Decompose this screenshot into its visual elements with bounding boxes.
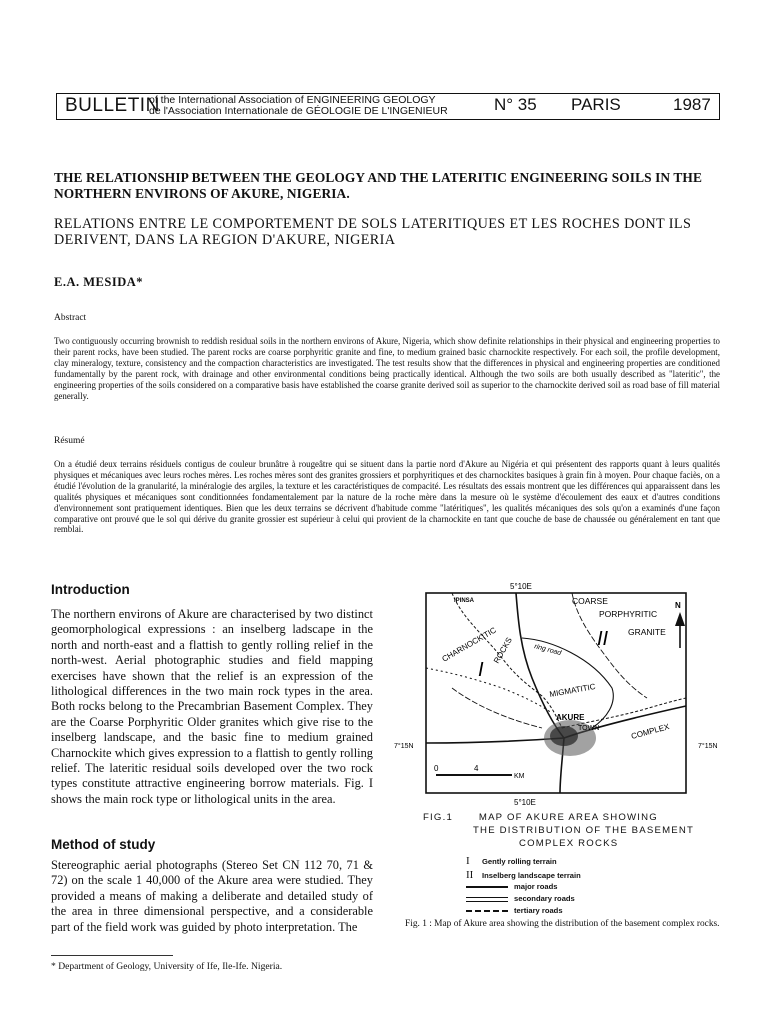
rock-boundary [426,668,552,713]
association-fr: de l'Association Internationale de GÉOLOGIE DE L'INGENIEUR [149,104,448,117]
north-arrow [675,612,685,648]
north-label: N [675,601,681,610]
scale-km: KM [514,773,525,780]
resume-label: Résumé [54,436,85,446]
secondary-road [452,688,542,728]
label-complex: COMPLEX [630,722,671,741]
bulletin-label: BULLETIN [65,95,160,116]
right-coordinate: 7°15N [698,743,718,750]
journal-header [56,93,720,120]
label-migmatitic: MIGMATITIC [548,682,597,699]
bottom-coordinate: 5°10E [514,798,536,807]
title-french: RELATIONS ENTRE LE COMPORTEMENT DE SOLS LATERITIQUES ET LES ROCHES DONT ILS DERIVENT, DANS LA REGION D'AKURE, NIGERIA [54,216,692,248]
legend-symbol: II [466,869,474,881]
figure-number: FIG.1 [423,812,453,823]
label-coarse: COARSE [572,596,608,606]
left-coordinate: 7°15N [394,743,414,750]
scale-four: 4 [474,764,479,773]
secondary-road-swatch [466,897,508,902]
label-granite: GRANITE [628,627,666,637]
label-ring-road: ring road [533,643,562,658]
label-rocks: ROCKS [491,635,514,665]
footnote: * Department of Geology, University of Ife, Ile-Ife. Nigeria. [51,961,283,972]
zone-one-marker: I [478,659,484,681]
label-porphyritic: PORPHYRITIC [599,609,658,619]
legend-item [466,869,581,881]
issue-number: N° 35 [494,95,537,114]
publication-city: PARIS [571,95,621,114]
figure-title [423,811,694,850]
abstract-text: Two contiguously occurring brownish to reddish residual soils in the northern environs of Akure, Nigeria, which show definite relationships in their physical and engineering properties to their parent rocks, have been studied. The parent rocks are coarse porphyritic granite and fine, to medium grained basic charnockite respectively. For each soil, the profile development, clay mineralogy, texture, consistency and the compaction characteristics are investigated. The test results show that the differences in physical and engineering properties are conditioned fundamentally by the parent rock, with drainage and other environmental conditions being practically identical. Although the two soils are both usually described as "lateritic", the engineering properties of the soils considered on a comparative basis have established the coarse granite derived soil as superior to the charnockite derived soil as road base of fill material generally. [54,336,720,401]
abstract-label: Abstract [54,313,87,323]
legend-text: Gently rolling terrain [482,857,557,866]
zone-two-marker: II [597,628,609,650]
label-town: TOWN [578,725,600,732]
intro-heading: Introduction [51,582,130,597]
legend-text: major roads [514,882,558,891]
major-road [426,738,564,743]
method-heading: Method of study [51,837,156,852]
legend-item [466,882,557,891]
association-en: of the International Association of ENGINEERING GEOLOGY [149,94,436,106]
major-road-swatch [466,886,508,888]
legend-item [466,906,563,915]
label-akure: AKURE [556,713,585,722]
legend-text: tertiary roads [514,906,563,915]
resume-text: On a étudié deux terrains résiduels contigus de couleur brunâtre à rougeâtre qui se situent dans la partie nord d'Akure au Nigéria et qui présentent des rapports quant à leurs qualités physiques et mécaniques avec leurs roches mères. Les roches mères sont des granites grossiers et porphyritiques et des charnockites basiques à grain fin à moyen. Pour chaque faciès, on a étudié l'évolution de la granularité, la minéralogie des argiles, la texture et les caractéristiques de compacité. Les résultats des essais montrent que les différences qui apparaissent dans les qualités physiques et mécaniques sont conditionnées fondamentalement par la nature de la roche mère dans la mesure où le système d'écoulement des eaux et d'autres conditions d'environnement sont pratiquement identiques. Bien que les deux terrains se décrivent d'habitude comme "latéritiques", les qualités mécaniques des sols qu'on a examinés d'une façon comparative ont prouvé que le sol qui dérive du granite grossier est supérieur à celui qui provient de la charnockite en tant que couche de base de chaussée ou généralement en tant que remblai. [54,459,720,535]
legend-item [466,894,575,903]
legend-item [466,855,557,867]
publication-year: 1987 [673,95,711,114]
tertiary-road-swatch [466,910,508,912]
place-ipinsa: IPINSA [454,598,475,604]
figure-title-line2: THE DISTRIBUTION OF THE BASEMENT [473,825,695,836]
figure-title-line1: MAP OF AKURE AREA SHOWING [478,812,658,823]
legend-symbol: I [466,855,470,867]
top-coordinate: 5°10E [510,582,532,591]
legend-text: secondary roads [514,894,575,903]
figure-caption: Fig. 1 : Map of Akure area showing the distribution of the basement complex rocks. [405,919,720,929]
legend-text: Inselberg landscape terrain [482,871,581,880]
method-text: Stereographic aerial photographs (Stereo Set CN 112 70, 71 & 72) on the scale 1 40,000 of the Akure area were studied. They provided a means of making a deliberate and detailed study of the area in three dimensional perspective, and a considerable part of the field work was guided by photo interpretation. The [51,858,373,934]
author: E.A. MESIDA* [54,275,143,289]
title-english: THE RELATIONSHIP BETWEEN THE GEOLOGY AND THE LATERITIC ENGINEERING SOILS IN THE NORTHERN ENVIRONS OF AKURE, NIGERIA. [54,170,702,201]
intro-text: The northern environs of Akure are characterised by two distinct geomorphological expressions : an inselberg ladscape in the north and north-east and a flattish to gently rolling relief in the north-west. Aerial photographic studies and field mapping exercises have shown that the relief is an expression of the lithological differences in the two main rock types in the area. Both rocks belong to the Precambrian Basement Complex. They are the Coarse Porphyritic Older granites which give rise to the inselberg landscape, and the basic fine to medium grained Charnockite which gives expression to a flattish to gently rolling relief. The lateritic residual soils developed over the two rock types constitute attractive engineering borrow materials. Fig. I shows the main rock type or lithological units in the area. [51,607,373,806]
association-names [149,95,448,116]
label-charnockitic: CHARNOCKITIC [440,625,498,664]
akure-geology-map [392,578,732,808]
figure-title-line3: COMPLEX ROCKS [519,838,619,849]
scale-zero: 0 [434,764,439,773]
footnote-rule [51,955,173,956]
